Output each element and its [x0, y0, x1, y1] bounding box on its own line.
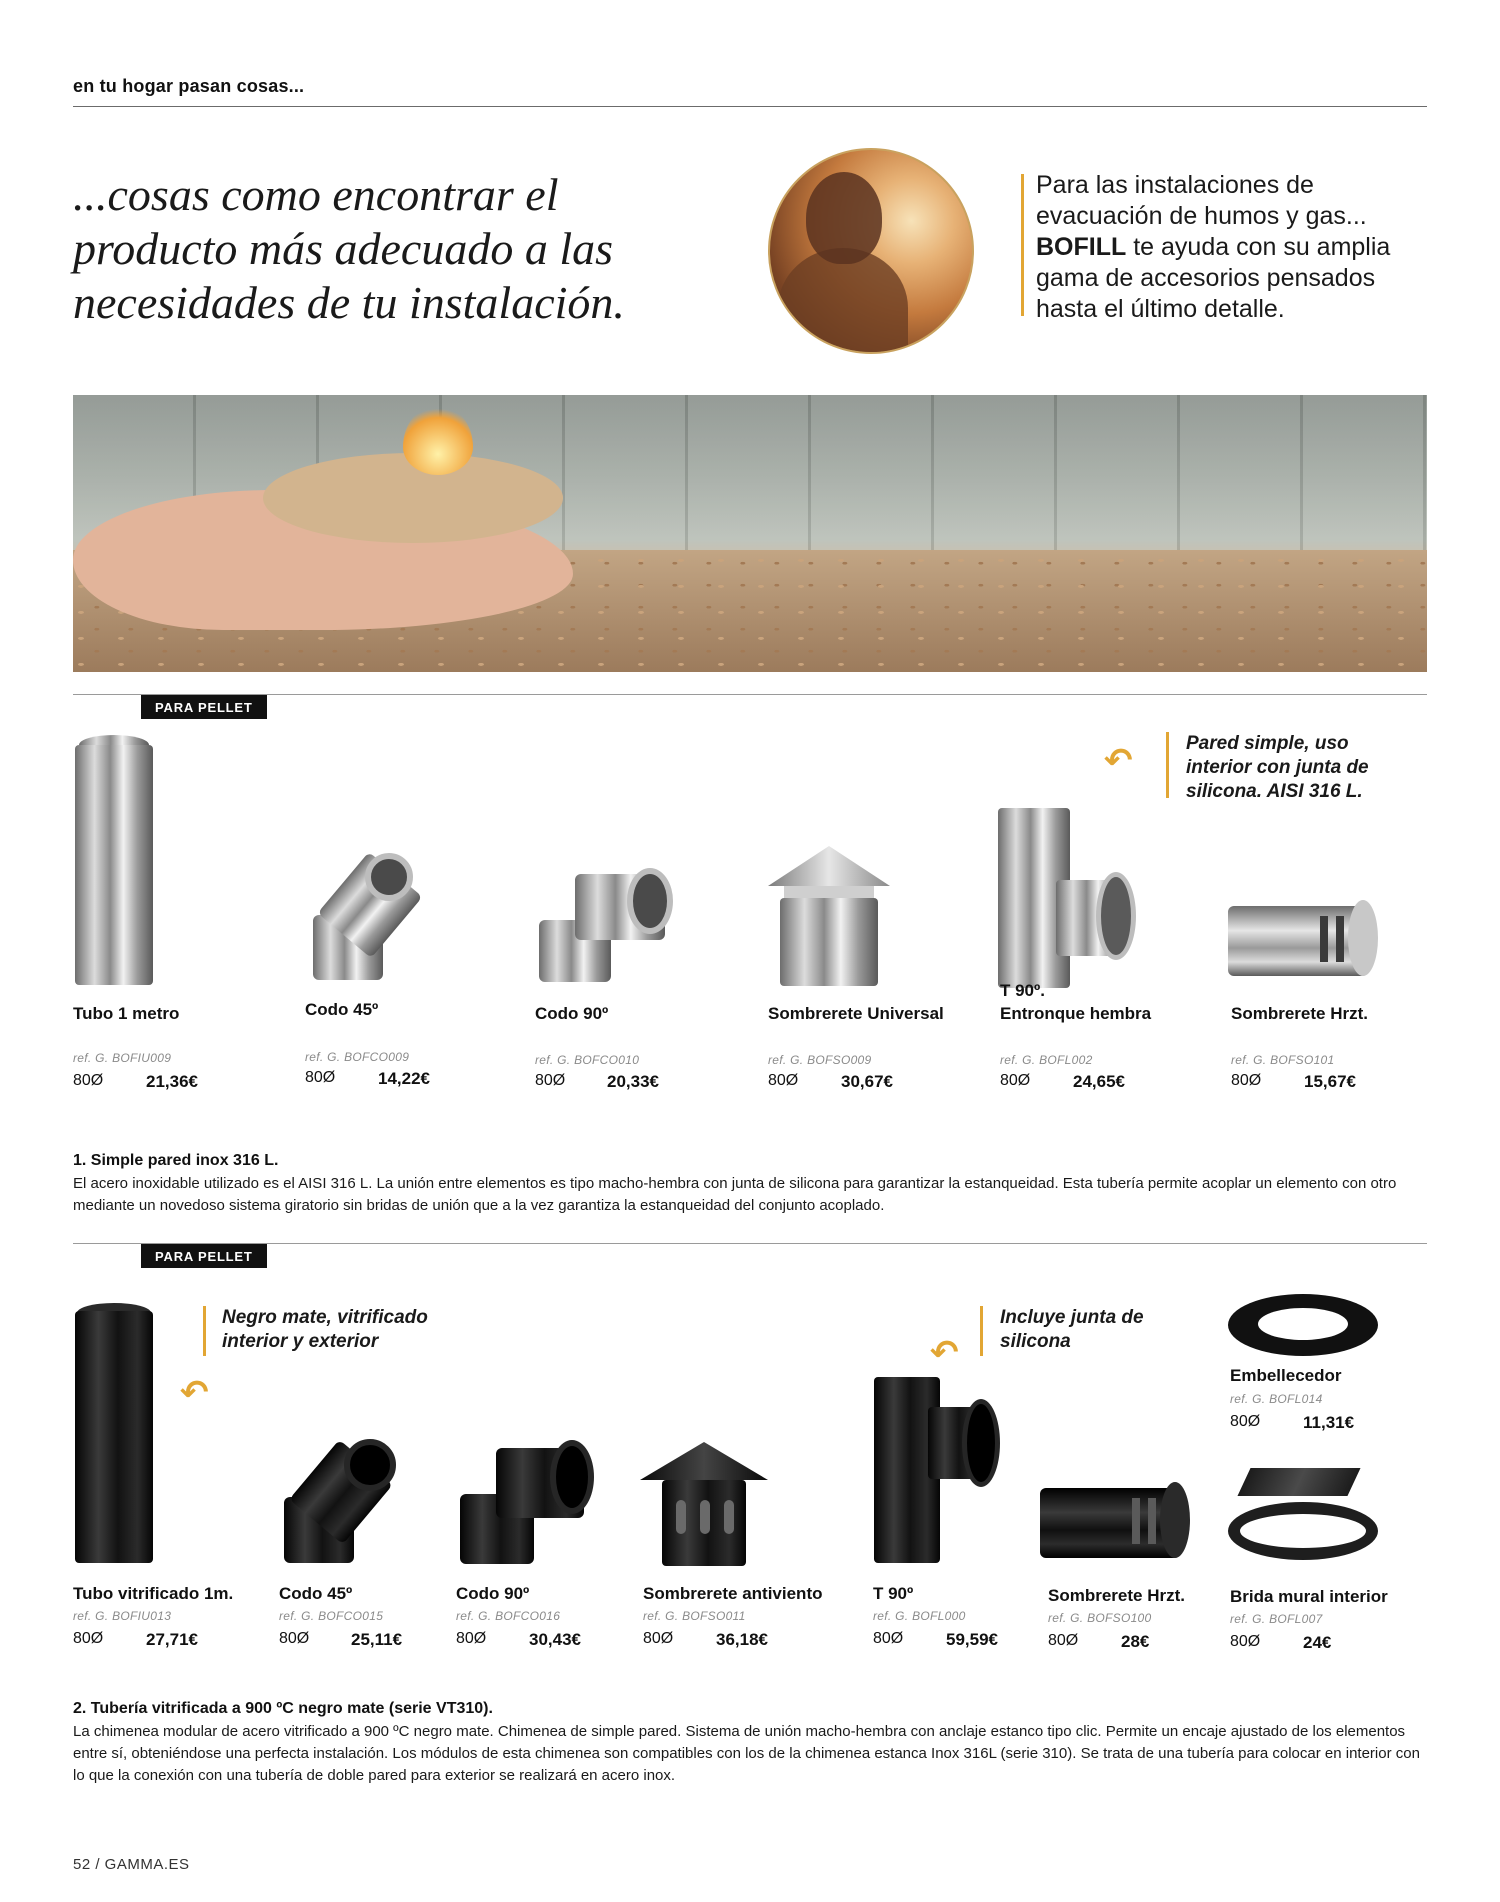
brida-mural-image	[1228, 1468, 1378, 1568]
codo-90-inox-image	[535, 860, 675, 985]
product-name: Sombrerete Hrzt.	[1048, 1586, 1185, 1605]
product-diameter: 80Ø	[1231, 1072, 1262, 1089]
note-accent-bar	[203, 1306, 206, 1356]
section-2-note-2: Incluye junta de silicona	[1000, 1307, 1144, 1352]
product-price: 36,18€	[716, 1630, 768, 1649]
product-diameter: 80Ø	[873, 1630, 904, 1647]
note-accent-bar	[980, 1306, 983, 1356]
product-name: Codo 45º	[305, 1000, 379, 1019]
tubo-vitrificado-image	[73, 1303, 157, 1563]
product-diameter: 80Ø	[456, 1630, 487, 1647]
product-ref: ref. G. BOFCO015	[279, 1609, 384, 1623]
sombrerete-hrzt-inox-image	[1228, 898, 1378, 980]
codo-45-negro-image	[280, 1435, 400, 1565]
embellecedor-image	[1228, 1294, 1378, 1356]
sombrerete-antiviento-image	[640, 1440, 768, 1568]
product-diameter: 80Ø	[1230, 1633, 1261, 1650]
section-2-body: La chimenea modular de acero vitrificado a 900 ºC negro mate. Chimenea de simple pared. Sistema de unión macho-hembra con anclaje estanco tipo clic. Permite un encaje ajustado de los elementos entre sí, obteniéndose una perfecta instalación. Los módulos de esta chimenea son compatibles con los de la chimenea estanca Inox 316L (serie 310). Se trata de una tubería para colocar en interior con lo que la conexión con una tubería de doble pared para exterior se realizará en acero inox.	[73, 1723, 1420, 1784]
header-rule	[73, 106, 1427, 107]
page-footer: 52 / GAMMA.ES	[73, 1856, 190, 1873]
product-ref: ref. G. BOFCO010	[535, 1053, 640, 1067]
product-ref: ref. G. BOFL002	[1000, 1053, 1093, 1067]
product-diameter: 80Ø	[1000, 1072, 1031, 1089]
product-ref: ref. G. BOFCO009	[305, 1050, 410, 1064]
pellet-hero-image	[73, 395, 1427, 672]
curved-arrow-icon: ↶	[930, 1334, 959, 1372]
headline-line-1: ...cosas como encontrar el	[73, 169, 559, 220]
product-name: Sombrerete antiviento	[643, 1584, 823, 1603]
product-name: Brida mural interior	[1230, 1587, 1388, 1606]
t-90-inox-image	[996, 808, 1136, 988]
curved-arrow-icon: ↶	[1104, 742, 1133, 780]
product-diameter: 80Ø	[1230, 1413, 1261, 1430]
section-1-title: 1. Simple pared inox 316 L.	[73, 1152, 279, 1169]
product-ref: ref. G. BOFSO011	[643, 1609, 746, 1623]
product-name: Sombrerete Universal	[768, 1004, 944, 1023]
sombrerete-hrzt-negro-image	[1040, 1480, 1190, 1560]
product-diameter: 80Ø	[305, 1069, 336, 1086]
headline-line-3: necesidades de tu instalación.	[73, 277, 625, 328]
product-name: Codo 45º	[279, 1584, 353, 1603]
product-diameter: 80Ø	[768, 1072, 799, 1089]
codo-90-negro-image	[456, 1436, 596, 1566]
intro-text	[1036, 170, 1436, 325]
section-1-body: El acero inoxidable utilizado es el AISI 316 L. La unión entre elementos es tipo macho-hembra con junta de silicona para garantizar la estanqueidad. Esta tubería permite acoplar un elemento con otro mediante un novedoso sistema giratorio sin bridas de unión que a la vez garantiza la estanqueidad del conjunto acoplado.	[73, 1175, 1397, 1214]
product-name-line-2: Entronque hembra	[1000, 1004, 1152, 1023]
sombrerete-universal-image	[768, 838, 890, 988]
tubo-1-metro-image	[73, 735, 155, 985]
product-price: 28€	[1121, 1632, 1150, 1651]
product-name: Tubo 1 metro	[73, 1004, 180, 1023]
note-accent-bar	[1166, 732, 1169, 798]
product-name: Sombrerete Hrzt.	[1231, 1004, 1368, 1023]
product-price: 30,67€	[841, 1072, 893, 1091]
product-price: 24€	[1303, 1633, 1332, 1652]
product-ref: ref. G. BOFSO009	[768, 1053, 872, 1067]
product-name: Embellecedor	[1230, 1366, 1342, 1385]
curved-arrow-icon: ↶	[180, 1374, 209, 1412]
section-1-rule	[73, 694, 1427, 695]
intro-text-after: te ayuda con su amplia gama de accesorios pensados hasta el último detalle.	[1036, 233, 1391, 323]
product-diameter: 80Ø	[1048, 1632, 1079, 1649]
product-ref: ref. G. BOFCO016	[456, 1609, 561, 1623]
product-ref: ref. G. BOFSO101	[1231, 1053, 1335, 1067]
page-kicker: en tu hogar pasan cosas...	[73, 76, 305, 96]
product-price: 24,65€	[1073, 1072, 1125, 1091]
headline-line-2: producto más adecuado a las	[73, 223, 614, 274]
product-name: Codo 90º	[456, 1584, 530, 1603]
product-price: 30,43€	[529, 1630, 581, 1649]
headline	[73, 168, 713, 330]
product-ref: ref. G. BOFIU013	[73, 1609, 172, 1623]
product-diameter: 80Ø	[73, 1072, 104, 1089]
product-ref: ref. G. BOFL000	[873, 1609, 966, 1623]
product-name: Tubo vitrificado 1m.	[73, 1584, 234, 1603]
product-name: T 90º.	[1000, 981, 1045, 1000]
product-ref: ref. G. BOFIU009	[73, 1051, 172, 1065]
section-2-title: 2. Tubería vitrificada a 900 ºC negro mate (serie VT310).	[73, 1700, 493, 1717]
product-price: 15,67€	[1304, 1072, 1356, 1091]
intro-accent-bar	[1021, 174, 1024, 316]
product-price: 25,11€	[351, 1630, 403, 1649]
couple-photo	[768, 148, 974, 354]
section-2-note-1: Negro mate, vitrificado interior y exterior	[222, 1307, 428, 1352]
t-90-negro-image	[872, 1377, 1002, 1563]
product-name: T 90º	[873, 1584, 914, 1603]
product-name: Codo 90º	[535, 1004, 609, 1023]
product-price: 14,22€	[378, 1069, 430, 1088]
product-ref: ref. G. BOFSO100	[1048, 1611, 1152, 1625]
product-price: 20,33€	[607, 1072, 659, 1091]
product-price: 21,36€	[146, 1072, 198, 1091]
product-ref: ref. G. BOFL014	[1230, 1392, 1323, 1406]
section-1-tag: PARA PELLET	[141, 695, 267, 719]
section-1-note: Pared simple, uso interior con junta de silicona. AISI 316 L.	[1186, 733, 1369, 802]
intro-text-before: Para las instalaciones de evacuación de humos y gas...	[1036, 171, 1367, 230]
product-diameter: 80Ø	[643, 1630, 674, 1647]
product-diameter: 80Ø	[73, 1630, 104, 1647]
product-price: 59,59€	[946, 1630, 998, 1649]
section-2-tag: PARA PELLET	[141, 1244, 267, 1268]
product-price: 11,31€	[1303, 1413, 1355, 1432]
codo-45-inox-image	[305, 845, 415, 985]
product-price: 27,71€	[146, 1630, 198, 1649]
product-diameter: 80Ø	[279, 1630, 310, 1647]
section-2-rule	[73, 1243, 1427, 1244]
product-diameter: 80Ø	[535, 1072, 566, 1089]
brand-name: BOFILL	[1036, 233, 1127, 261]
product-ref: ref. G. BOFL007	[1230, 1612, 1323, 1626]
